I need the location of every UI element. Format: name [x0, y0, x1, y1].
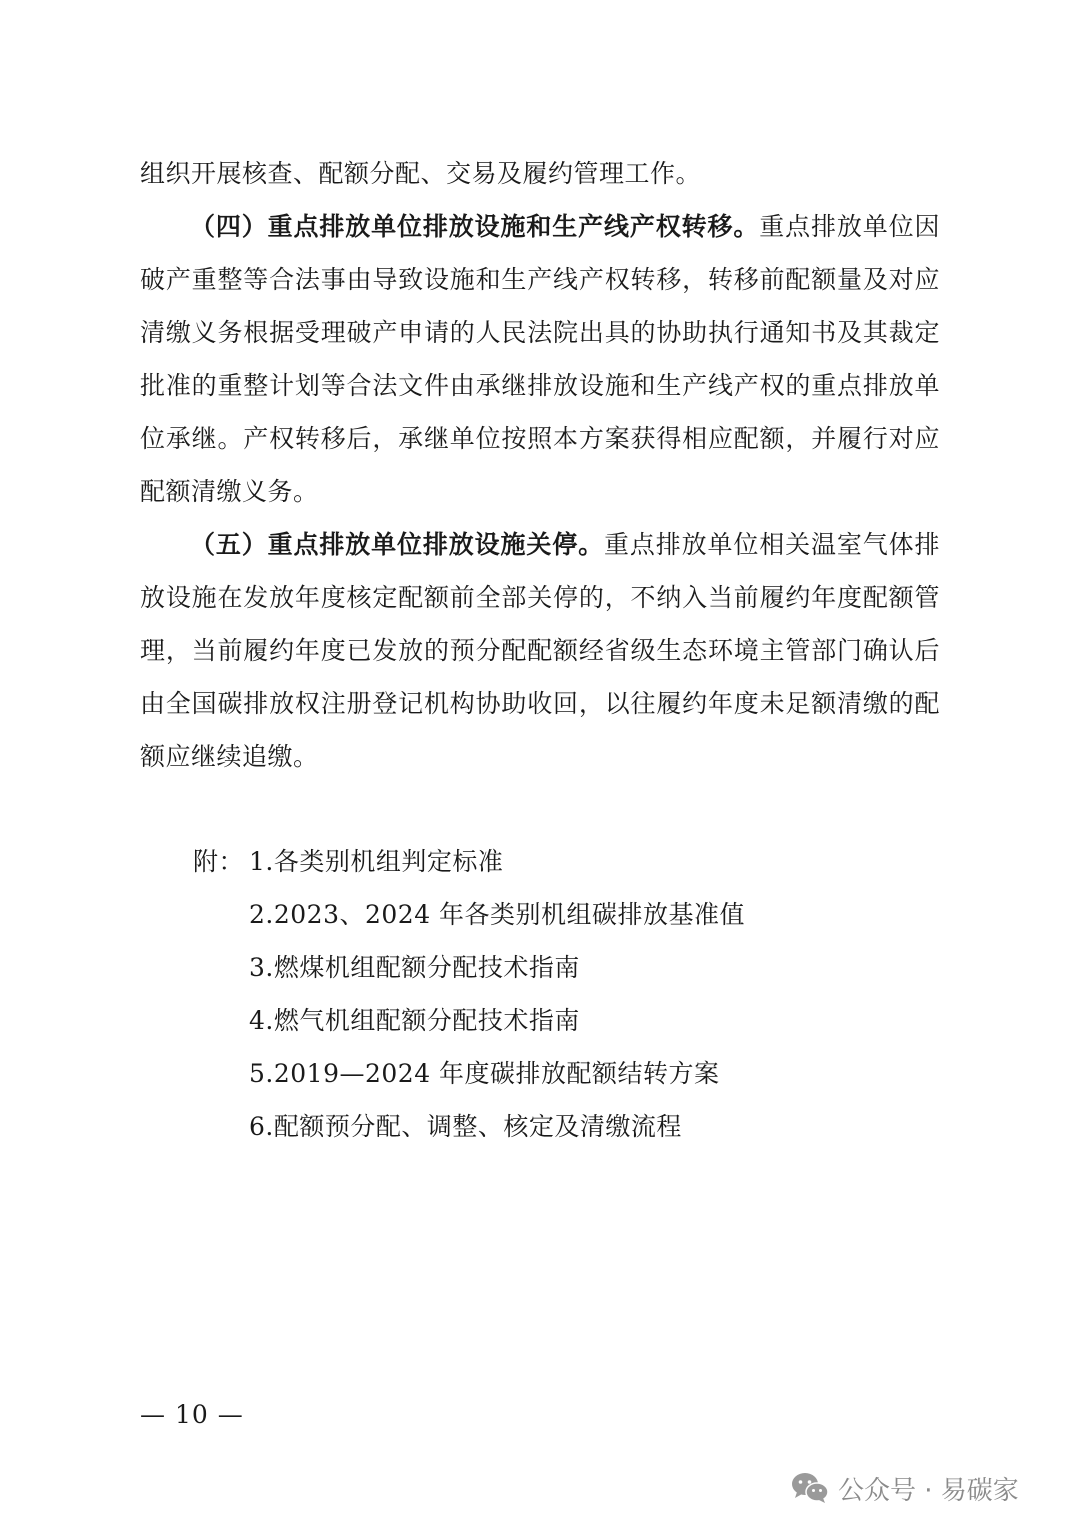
section-4-body: 重点排放单位因破产重整等合法事由导致设施和生产线产权转移，转移前配额量及对应清缴义务根据受理破产申请的人民法院出具的协助执行通知书及其裁定批准的重整计划等合法文件由承继排放设施和生产线产权的重点排放单位承继。产权转移后，承继单位按照本方案获得相应配额，并履行对应配额清缴义务。 — [140, 212, 940, 506]
wechat-icon — [790, 1471, 830, 1505]
attachment-item — [193, 835, 913, 888]
page-number: — 10 — — [140, 1400, 244, 1429]
attachment-item — [193, 1047, 913, 1100]
attachment-item-label: 4.燃气机组配额分配技术指南 — [249, 1006, 580, 1035]
attachment-item-label: 2.2023、2024 年各类别机组碳排放基准值 — [249, 900, 746, 929]
paragraph-section-5 — [140, 518, 940, 783]
paragraph-1: 组织开展核查、配额分配、交易及履约管理工作。 — [140, 159, 702, 188]
section-5-body: 重点排放单位相关温室气体排放设施在发放年度核定配额前全部关停的，不纳入当前履约年度配额管理，当前履约年度已发放的预分配配额经省级生态环境主管部门确认后由全国碳排放权注册登记机构协助收回，以往履约年度未足额清缴的配额应继续追缴。 — [140, 530, 940, 771]
attachment-item-label: 1.各类别机组判定标准 — [249, 847, 504, 876]
attachment-item-label: 3.燃煤机组配额分配技术指南 — [249, 953, 580, 982]
attachments-prefix: 附： — [193, 847, 245, 876]
watermark — [790, 1467, 1019, 1509]
attachment-item — [193, 888, 913, 941]
watermark-text: 公众号 · 易碳家 — [838, 1475, 1019, 1506]
attachment-item — [193, 941, 913, 994]
attachment-item — [193, 1100, 913, 1153]
attachment-item — [193, 994, 913, 1047]
body-text — [140, 147, 940, 783]
attachment-item-label: 5.2019—2024 年度碳排放配额结转方案 — [249, 1059, 720, 1088]
attachments-list — [193, 835, 913, 1153]
paragraph-section-4 — [140, 200, 940, 518]
section-5-heading: （五）重点排放单位排放设施关停。 — [190, 530, 604, 559]
section-4-heading: （四）重点排放单位排放设施和生产线产权转移。 — [190, 212, 760, 241]
attachment-item-label: 6.配额预分配、调整、核定及清缴流程 — [249, 1112, 682, 1141]
